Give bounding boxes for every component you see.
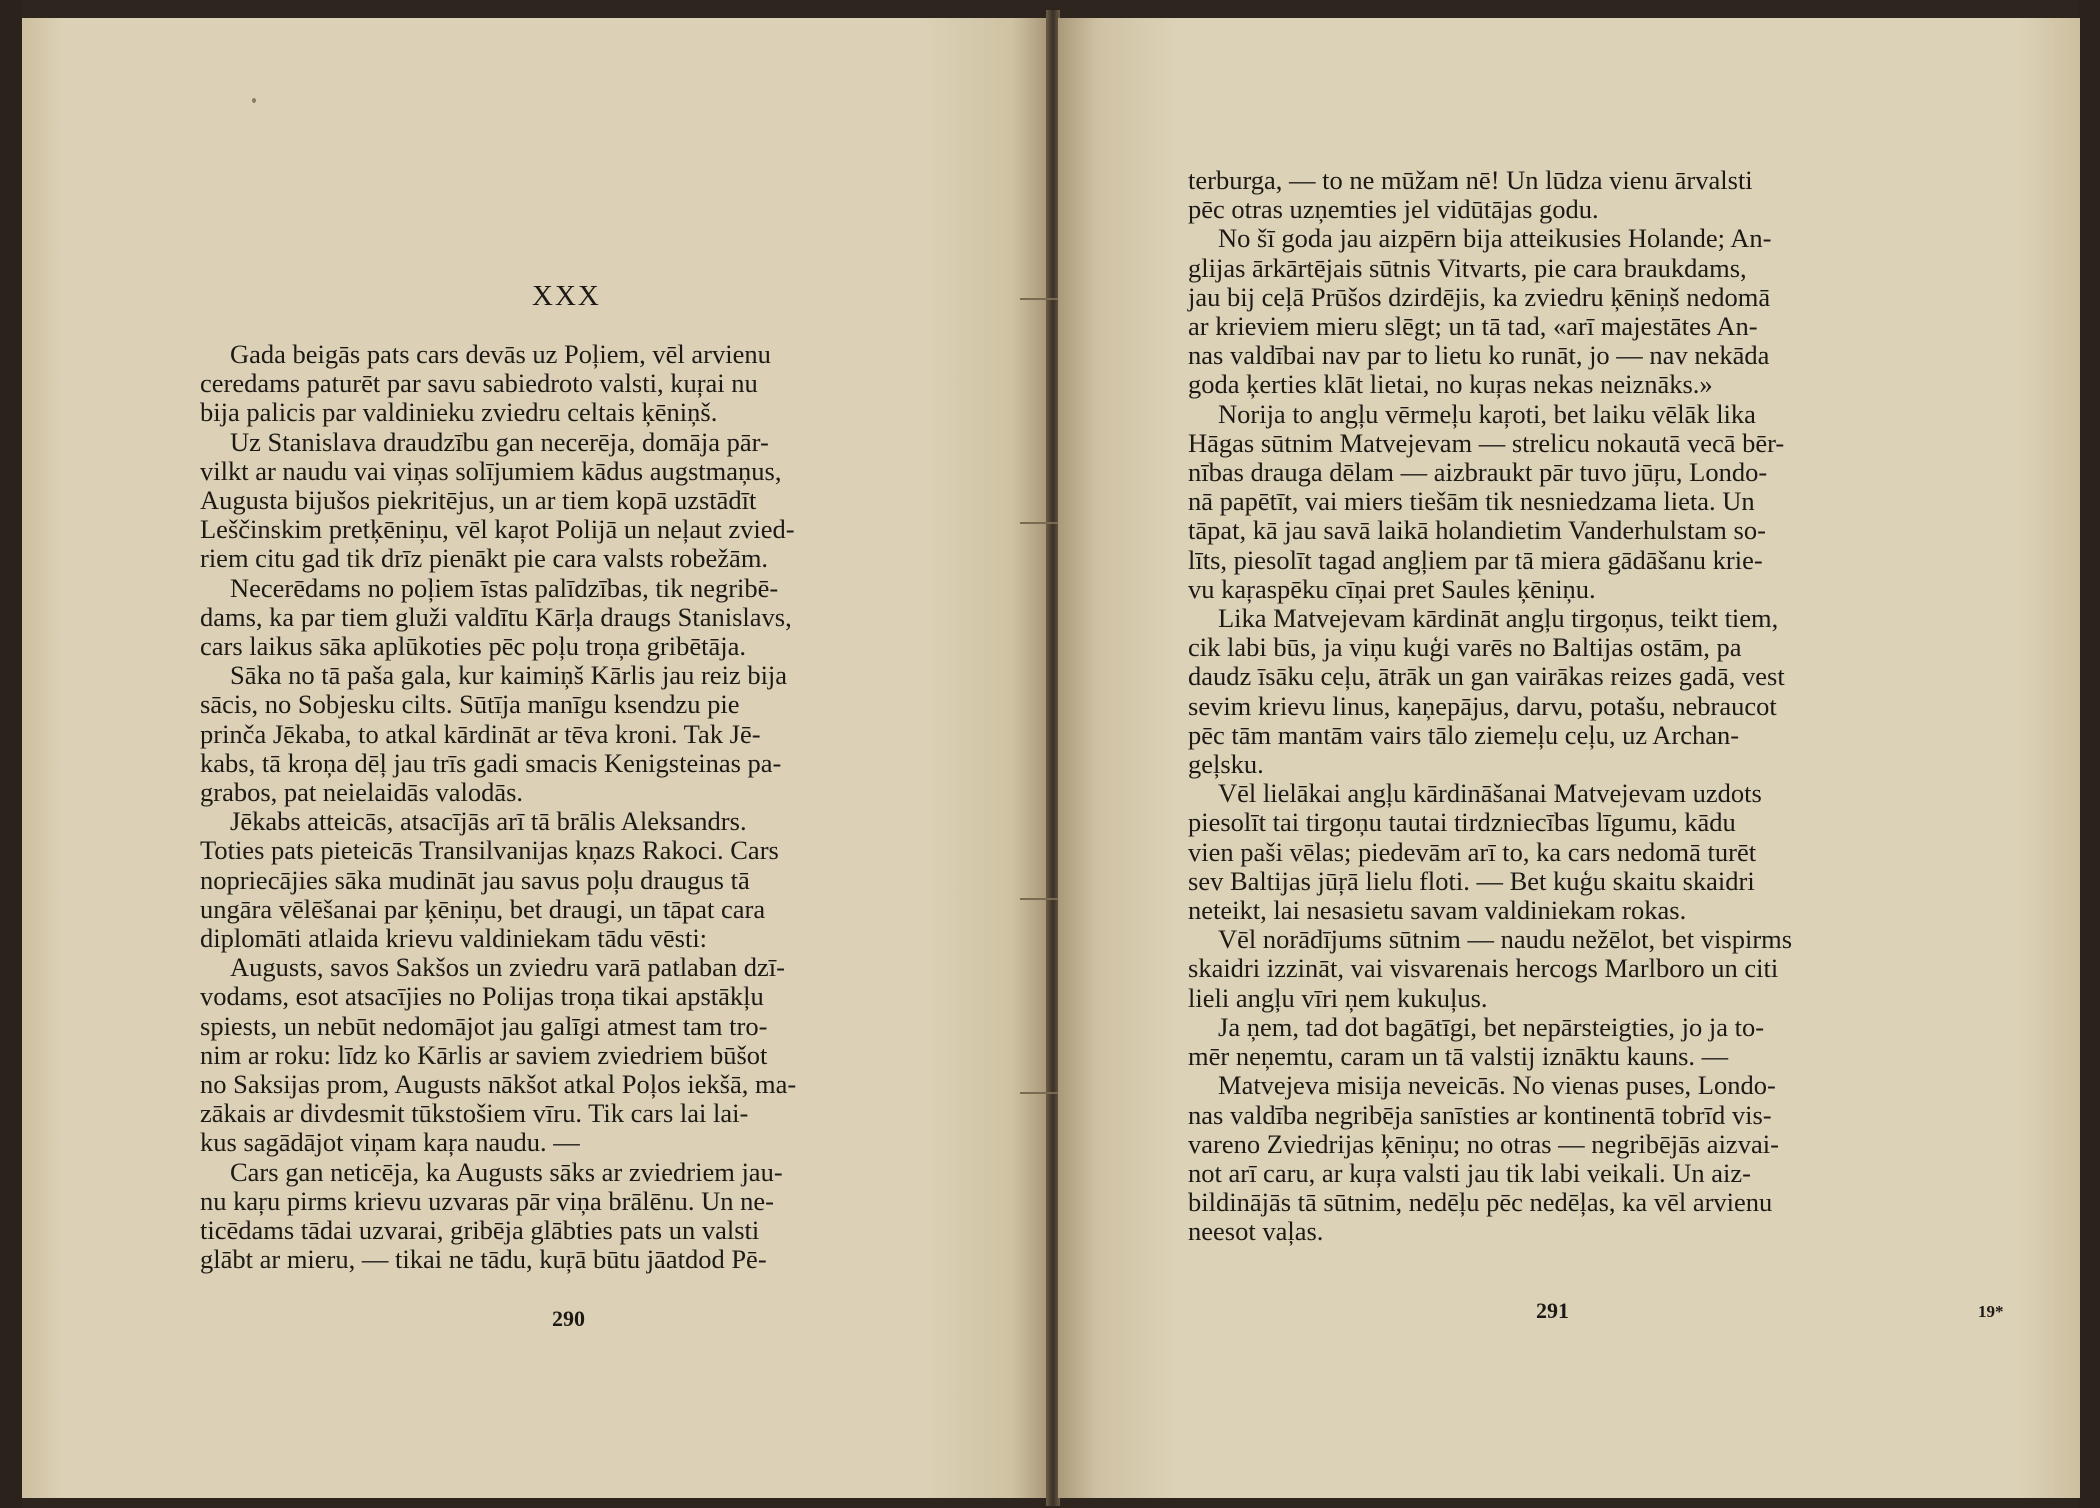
paragraph: Necerēdams no poļiem īstas palīdzības, tik negribē- dams, ka par tiem gluži valdītu Kārļa draugs Stanislavs, cars laikus sāka aplūkoties pēc poļu troņa gribētāja. [200,572,792,662]
page-number: 291 [1536,1298,1569,1323]
binding-thread [1020,298,1060,300]
paragraph: Matvejeva misija neveicās. No vienas puses, Londo- nas valdība negribēja sanīsties ar kontinentā tobrīd vis- vareno Zviedrijas ķēniņu; no otras — negribējās aizvai- not arī caru, ar kuŗa valsti jau tik labi veikali. Un aiz- bildinājās tā sūtnim, nedēļu pēc nedēļas, ka vēl arvienu neesot vaļas. [1188,1070,1779,1247]
paragraph: Augusts, savos Sakšos un zviedru varā patlaban dzī- vodams, esot atsacījies no Polijas troņa tikai apstākļu spiests, un nebūt nedomājot jau galīgi atmest tam tro- nim ar roku: līdz ko Kārlis ar saviem zviedriem būšot no Saksijas prom, Augusts nākšot atkal Poļos iekšā, ma- zākais ar divdesmit tūkstošiem vīru. Tik cars lai lai- kus sagādājot viņam kaŗa naudu. — [200,952,797,1158]
binding-thread [1020,898,1060,900]
paragraph: Lika Matvejevam kārdināt angļu tirgoņus, teikt tiem, cik labi būs, ja viņu kuģi varēs no Baltijas ostām, pa daudz īsāku ceļu, ātrāk un gan vairākas reizes gadā, vest sevim krievu linus, kaņepājus, darvu, potašu, nebraucot pēc tām mantām vairs tālo ziemeļu ceļu, uz Archan- geļsku. [1188,603,1785,780]
signature-mark: 19* [1978,1302,2004,1321]
left-page [22,18,1048,1498]
chapter-title: XXX [532,280,601,312]
paragraph: Uz Stanislava draudzību gan necerēja, domāja pār- vilkt ar naudu vai viņas solījumiem kādus augstmaņus, Augusta bijušos piekritējus, un ar tiem kopā uzstādīt Leščinskim pretķēniņu, vēl kaŗot Polijā un neļaut zvied- riem citu gad tik drīz pienākt pie cara valsts robežām. [200,426,795,574]
paragraph: Cars gan neticēja, ka Augusts sāks ar zviedriem jau- nu kaŗu pirms krievu uzvaras pār viņa brālēnu. Un ne- ticēdams tādai uzvarai, gribēja glābties pats un valsti glābt ar mieru, — tikai ne tādu, kuŗā būtu jāatdod Pē- [200,1156,783,1275]
left-page-text [200,340,952,1275]
paragraph: Ja ņem, tad dot bagātīgi, bet nepārsteigties, jo ja to- mēr neņemtu, caram un tā valstij iznāktu kauns. — [1188,1011,1765,1072]
paragraph: Sāka no tā paša gala, kur kaimiņš Kārlis jau reiz bija sācis, no Sobjesku cilts. Sūtīja manīgu ksendzu pie prinča Jēkaba, to atkal kārdināt ar tēva kroni. Tak Jē- kabs, tā kroņa dēļ jau trīs gadi smacis Kenigsteinas pa- grabos, pat neielaidās valodās. [200,660,788,808]
binding-thread [1020,1092,1060,1094]
paragraph: Vēl norādījums sūtnim — naudu nežēlot, bet vispirms skaidri izzināt, vai visvarenais hercogs Marlboro un citi lieli angļu vīri ņem kukuļus. [1188,924,1793,1013]
page-blemish [252,98,256,103]
book-cover-edge-left [0,0,22,1508]
paragraph: No šī goda jau aizpērn bija atteikusies Holande; An- glijas ārkārtējais sūtnis Vitvarts, pie cara braukdams, jau bij ceļā Prūšos dzirdējis, ka zviedru ķēniņš nedomā ar krieviem mieru slēgt; un tā tad, «arī majestātes An- nas valdībai nav par to lietu ko runāt, jo — nav nekāda goda ķerties klāt lietai, no kuŗas nekas neiznāks.» [1188,223,1772,400]
right-page [1058,18,2080,1498]
paragraph: Vēl lielākai angļu kārdināšanai Matvejevam uzdots piesolīt tai tirgoņu tautai tirdzniecības līgumu, kādu vien paši vēlas; piedevām arī to, ka cars nedomā turēt sev Baltijas jūŗā lielu floti. — Bet kuģu skaitu skaidri neteikt, lai nesasietu savam valdiniekam rokas. [1188,778,1762,926]
binding-thread [1020,522,1060,524]
paragraph: Gada beigās pats cars devās uz Poļiem, vēl arvienu ceredams paturēt par savu sabiedroto valsti, kuŗai nu bija palicis par valdinieku zviedru celtais ķēniņš. [200,339,771,428]
book-cover-edge-right [2078,0,2100,1508]
right-page-text [1188,166,1944,1247]
page-number: 290 [552,1306,585,1331]
paragraph: Norija to angļu vērmeļu kaŗoti, bet laiku vēlāk lika Hāgas sūtnim Matvejevam — strelicu nokautā vecā bēr- nības drauga dēlam — aizbraukt pār tuvo jūŗu, Londo- nā papētīt, vai miers tiešām tik nesniedzama lieta. Un tāpat, kā jau savā laikā holandietim Vanderhulstam so- līts, piesolīt tagad angļiem par tā miera gādāšanu krie- vu kaŗaspēku cīņai pret Saules ķēniņu. [1188,398,1785,604]
paragraph: Jēkabs atteicās, atsacījās arī tā brālis Aleksandrs. Toties pats pieteicās Transilvanijas kņazs Rakoci. Cars nopriecājies sāka mudināt jau savus poļu draugus tā ungāra vēlēšanai par ķēniņu, bet draugi, un tāpat cara diplomāti atlaida krievu valdiniekam tādu vēsti: [200,806,779,954]
paragraph: terburga, — to ne mūžam nē! Un lūdza vienu ārvalsti pēc otras uzņemties jel vidūtājas godu. [1188,165,1753,225]
